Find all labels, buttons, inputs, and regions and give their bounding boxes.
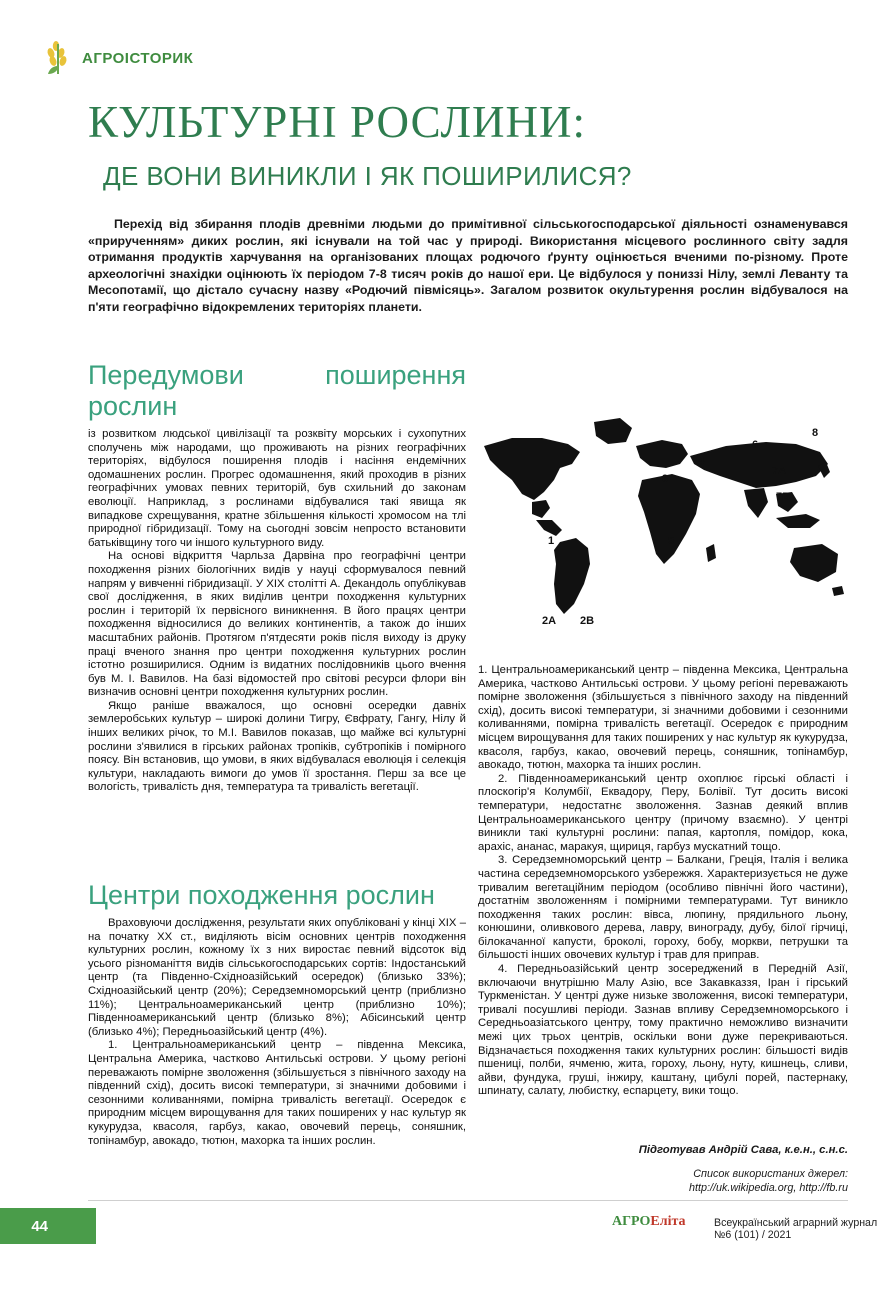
map-label: 5 — [668, 535, 675, 547]
map-label: 2A — [542, 615, 557, 627]
column-left-top — [88, 360, 466, 795]
paragraph: 4. Передньоазійський центр зосереджений в Передній Азії, включаючи внутрішню Малу Азію, все Закавказзя, Іран і гірський Туркменістан. У центрі дуже низьке зволоження, високі температури, тривалі посушливі періоди. Зазнав впливу Середземноморського і Середньоазіатського центру, тому практично неможливо визначити межі цих трьох центрів, оскільки вони дуже перекриваються. Відзначається походження таких культурних рослин: більшості видів пшениці, полби, ячменю, жита, гороху, льону, нуту, кишнець, сливи, айви, фундука, груші, інжиру, каштану, цибулі порей, пастернаку, шпинату, салату, любистку, еспарцету, вики тощо. — [478, 963, 848, 1098]
footer-brand — [612, 1214, 686, 1230]
sources-heading: Список використаних джерел: — [693, 1168, 848, 1180]
map-label: 6 — [752, 439, 759, 451]
footer-brand-primary: АГРО — [612, 1214, 651, 1229]
map-label: 7B — [776, 491, 791, 503]
paragraph: 3. Середземноморський центр – Балкани, Греція, Італія і велика частина середземноморського узбережжя. Характеризується не дуже тривалим вегетаційним періодом (особливо північні його частини), достатнім зволоженням і помірними температурами. Тут виникло походження таких рослин: вівса, люпину, прядильного льону, конюшини, оливкового дерева, лавру, винограду, дубу, білої гірчиці, білокачанної капусти, броколі, гороху, бобу, моркви, петрушки та більшості інших овочевих культур і трав для приправ. — [478, 854, 848, 962]
footer-divider — [88, 1200, 848, 1201]
footer-brand-accent: Еліта — [650, 1214, 686, 1229]
masthead-title: АГРОІСТОРИК — [82, 49, 194, 67]
paragraph: 1. Центральноамериканський центр – південна Мексика, Центральна Америка, частково Антильські острови. У цьому регіоні переважають помірне зволоження (збільшується з північного заходу на південний схід), досить високі температури, зі значними добовими і сезонними коливаннями, помірна тривалість вегетації. Осередок є природним місцем вирощування для таких поширених у нас культур як кукурудза, квасоля, гарбуз, какао, овочевий перець, соняшник, топінамбур, авокадо, тютюн, махорка та інших рослин. — [478, 664, 848, 772]
author-signature: Підготував Андрій Сава, к.е.н., с.н.с. — [638, 1144, 848, 1156]
map-label: 1 — [548, 535, 555, 547]
map-label: 8 — [812, 427, 819, 439]
column-left-bottom — [88, 880, 466, 1148]
page-title: КУЛЬТУРНІ РОСЛИНИ: — [88, 97, 587, 147]
paragraph: Якщо раніше вважалося, що основні осередки давніх землеробських культур – широкі долини Тигру, Євфрату, Гангу, Нілу й інших великих річок, то М.І. Вавилов показав, що майже всі культурні рослини з'явилися в гірських районах тропіків, субтропіків і помірного поясу. Він встановив, що умови, в яких відбувалася еволюція і селекція культури, накладають вимоги до умов її зростання. Перш за все це вологість, тривалість дня, температура та тривалість вегетації. — [88, 699, 466, 794]
wheat-ear-icon — [44, 40, 74, 76]
map-label: 4 — [698, 455, 705, 467]
page-number: 44 — [0, 1208, 96, 1244]
map-label: 3 — [662, 473, 669, 485]
map-label: 2B — [580, 615, 595, 627]
world-map-origin-centers — [476, 408, 854, 648]
footer-issue-info: Всеукраїнський аграрний журнал №6 (101) / 2021 — [714, 1217, 878, 1241]
masthead — [44, 40, 193, 76]
sources-block — [478, 1168, 848, 1195]
map-label: 7A — [772, 465, 787, 477]
paragraph: 1. Центральноамериканський центр – південна Мексика, Центральна Америка, частково Антильські острови. У цьому регіоні переважають помірне зволоження (збільшується з північного заходу на південний схід), досить високі температури, зі значними добовими і сезонними коливаннями, помірна тривалість вегетації. Осередок є природним місцем вирощування для таких поширених у нас культур як кукурудза, квасоля, гарбуз, какао, овочевий перець, соняшник, топінамбур, авокадо, тютюн, махорка та інших рослин. — [88, 1039, 466, 1147]
section-heading-centers: Центри походження рослин — [88, 880, 435, 910]
paragraph: із розвитком людської цивілізації та розквіту морських і сухопутних сполучень між народами, що проживають на різних географічних територіях, відбулося поширення плодів і насіння ендемічних одомашнених рослин. Прогрес одомашнення, який проходив в різних географічних умовах певних територій, був схильний до законам еволюції. Наприклад, з рослинами відбувалися такі явища як випадкове схрещування, кратне збільшення кількості хромосом на тлі природної гібридизації. Тому на сьогодні зовсім непросто встановити батьківщину того чи іншого культурного виду. — [88, 428, 466, 549]
page-subtitle: ДЕ ВОНИ ВИНИКЛИ І ЯК ПОШИРИЛИСЯ? — [103, 161, 632, 191]
paragraph: 2. Південноамериканський центр охоплює гірські області і плоскогір'я Колумбії, Еквадору, Перу, Болівії. Тут досить високі температури, недостатнє зволоження. Зазнав деякий вплив Центральноамериканського центру (причому взаємно). У центрі виникли такі культурні рослини: папая, картопля, помідор, кока, арахіс, ананас, маракуя, щириця, гарбуз мускатний тощо. — [478, 772, 848, 853]
paragraph: На основі відкриття Чарльза Дарвіна про географічні центри походження різних біологічних видів у науці сформувалося певний напрям у вивченні гібридизації. У XIX столітті А. Декандоль опублікував свої дослідження, в яких виділив центри походження культурних рослин і територій їх первісного виникнення. В його працях центри походження відносилися до великих континентів, а також до інших масштабних районів. Протягом п'ятдесяти років після виходу із друку праці вченого знання про центри походження культурних рослин істотно розширилися. Одним із видатних послідовників цього вчення був М. І. Вавилов. На базі відомостей про світові ресурси флори він визначив основні центри походження культурних рослин. — [88, 550, 466, 699]
section-heading-prerequisites: Передумови поширення рослин — [88, 360, 466, 421]
sources-list: http://uk.wikipedia.org, http://fb.ru — [688, 1181, 848, 1194]
column-right — [478, 664, 848, 1099]
paragraph: Враховуючи дослідження, результати яких опубліковані у кінці XIX – на початку XX ст., виділяють вісім основних центрів походження культурних рослин, кожному їх з них виростає певний відсоток від усього різноманіття видів сільськогосподарських сортів: Індостанський центр (та Південно-Східноазійський осередок) (близько 33%); Східноазійський центр (20%); Середземноморський центр (приблизно 11%); Центральноамериканський центр (приблизно 10%); Південноамериканський центр (близько 8%); Абісинський центр (близько 4%); Передньоазійський центр (4%). — [88, 917, 466, 1038]
lead-paragraph: Перехід від збирання плодів древніми людьми до примітивної сільськогосподарської діяльності ознаменувався «прирученням» диких рослин, які існували на той час у природі. Використання місцевого рослинного світу задля отримання продуктів харчування на організованих площах родючого ґрунту оцінюється вченими по-різному. Проте археологічні знахідки оцінюють їх періодом 7-8 тисяч років до нашої ери. Це відбулося у пониззі Нілу, землі Леванту та Месопотамії, що дістало сучасну назву «Родючий півмісяць». Загалом розвиток окультурення рослин відбувалося на п'яти географічно відокремлених територіях планети. — [88, 217, 848, 314]
